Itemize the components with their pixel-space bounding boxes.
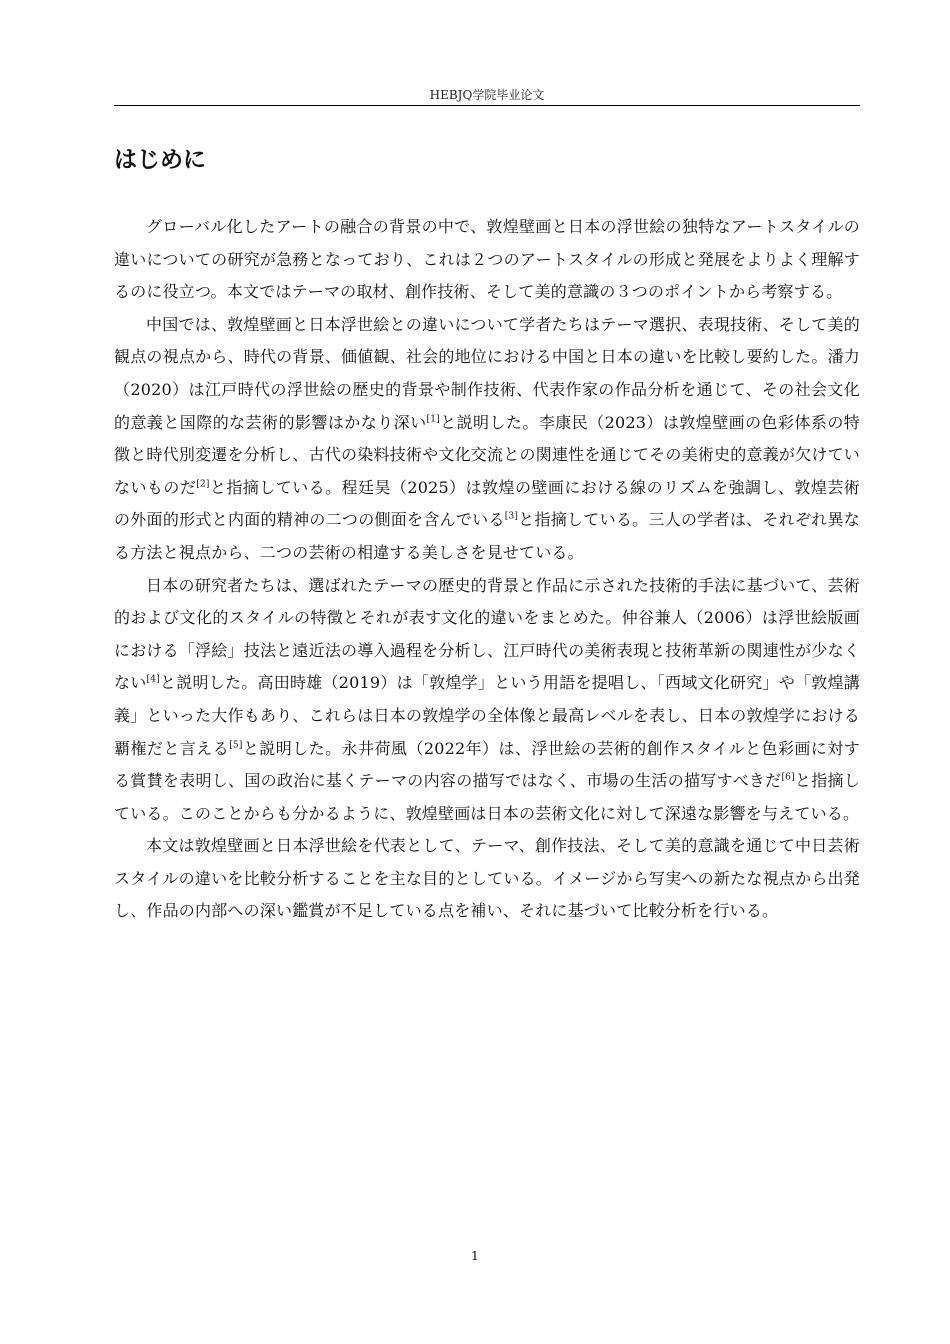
paragraph-2-text-2: と説明した。李康民（2023）は敦煌壁画の色彩体系の特徴と時代別変遷を分析し、古代の染料技術や文化交流との関連性を通じてその美術史的意義が欠けていないものだ xyxy=(114,412,860,497)
section-title: はじめに xyxy=(114,147,206,173)
paragraph-3-text-1: 日本の研究者たちは、選ばれたテーマの歴史的背景と作品に示された技術的手法に基づいて、芸術的および文化的スタイルの特徴とそれが表す文化的違いをまとめた。仲谷兼人（2006）は浮世絵版画における「浮絵」技法と遠近法の導入過程を分析し、江戸時代の美術表現と技術革新の関連性が少なくない xyxy=(114,575,860,693)
citation-6: [6] xyxy=(781,772,795,783)
citation-3: [3] xyxy=(504,512,519,523)
citation-1: [1] xyxy=(426,414,440,425)
running-header: HEBJQ学院毕业论文 xyxy=(429,88,545,102)
paragraph-2-text-1: 中国では、敦煌壁画と日本浮世絵との違いについて学者たちはテーマ選択、表現技術、そして美的観点の視点から、時代の背景、価値観、社会的地位における中国と日本の違いを比較し要約した。潘力（2020）は江戸時代の浮世絵の歴史的背景や制作技術、代表作家の作品分析を通じて、その社会文化的意義と国際的な芸術的影響はかなり深い xyxy=(114,314,860,432)
paragraph-3 xyxy=(114,570,860,831)
header-rule xyxy=(114,105,860,106)
paragraph-4: 本文は敦煌壁画と日本浮世絵を代表として、テーマ、創作技法、そして美的意識を通じて中日芸術スタイルの違いを比較分析することを主な目的としている。イメージから写実への新たな視点から出発し、作品の内部への深い鑑賞が不足している点を補い、それに基づいて比較分析を行いる。 xyxy=(114,836,860,921)
body-text xyxy=(114,211,860,928)
paragraph-3-text-2: と説明した。高田時雄（2019）は「敦煌学」という用語を提唱し、「西域文化研究」や「敦煌講義」といった大作もあり、これらは日本の敦煌学の全体像と最高レベルを表し、日本の敦煌学における覇権だと言える xyxy=(114,673,860,758)
citation-5: [5] xyxy=(229,740,243,751)
page-number: 1 xyxy=(471,1249,479,1263)
paragraph-1: グローバル化したアートの融合の背景の中で、敦煌壁画と日本の浮世絵の独特なアートスタイルの違いについての研究が急務となっており、これは２つのアートスタイルの形成と発展をよりよく理解するのに役立つ。本文ではテーマの取材、創作技術、そして美的意識の３つのポイントから考察する。 xyxy=(114,217,860,302)
paragraph-2-text-4: と指摘している。三人の学者は、それぞれ異なる方法と視点から、二つの芸術の相違する美しさを見せている。 xyxy=(114,510,860,562)
paragraph-2 xyxy=(114,309,860,570)
paragraph-3-text-3: と説明した。永井荷風（2022年）は、浮世絵の芸術的創作スタイルと色彩画に対する賞賛を表明し、国の政治に基くテーマの内容の描写ではなく、市場の生活の描写すべきだ xyxy=(114,738,860,791)
citation-2: [2] xyxy=(196,479,210,490)
paragraph-3-text-4: と指摘している。このことからも分かるように、敦煌壁画は日本の芸術文化に対して深遠な影響を与えている。 xyxy=(114,771,860,823)
paragraph-2-text-3: と指摘している。程廷昊（2025）は敦煌の壁画における線のリズムを強調し、敦煌芸術の外面的形式と内面的精神の二つの側面を含んでいる xyxy=(114,477,860,530)
citation-4: [4] xyxy=(146,674,160,685)
